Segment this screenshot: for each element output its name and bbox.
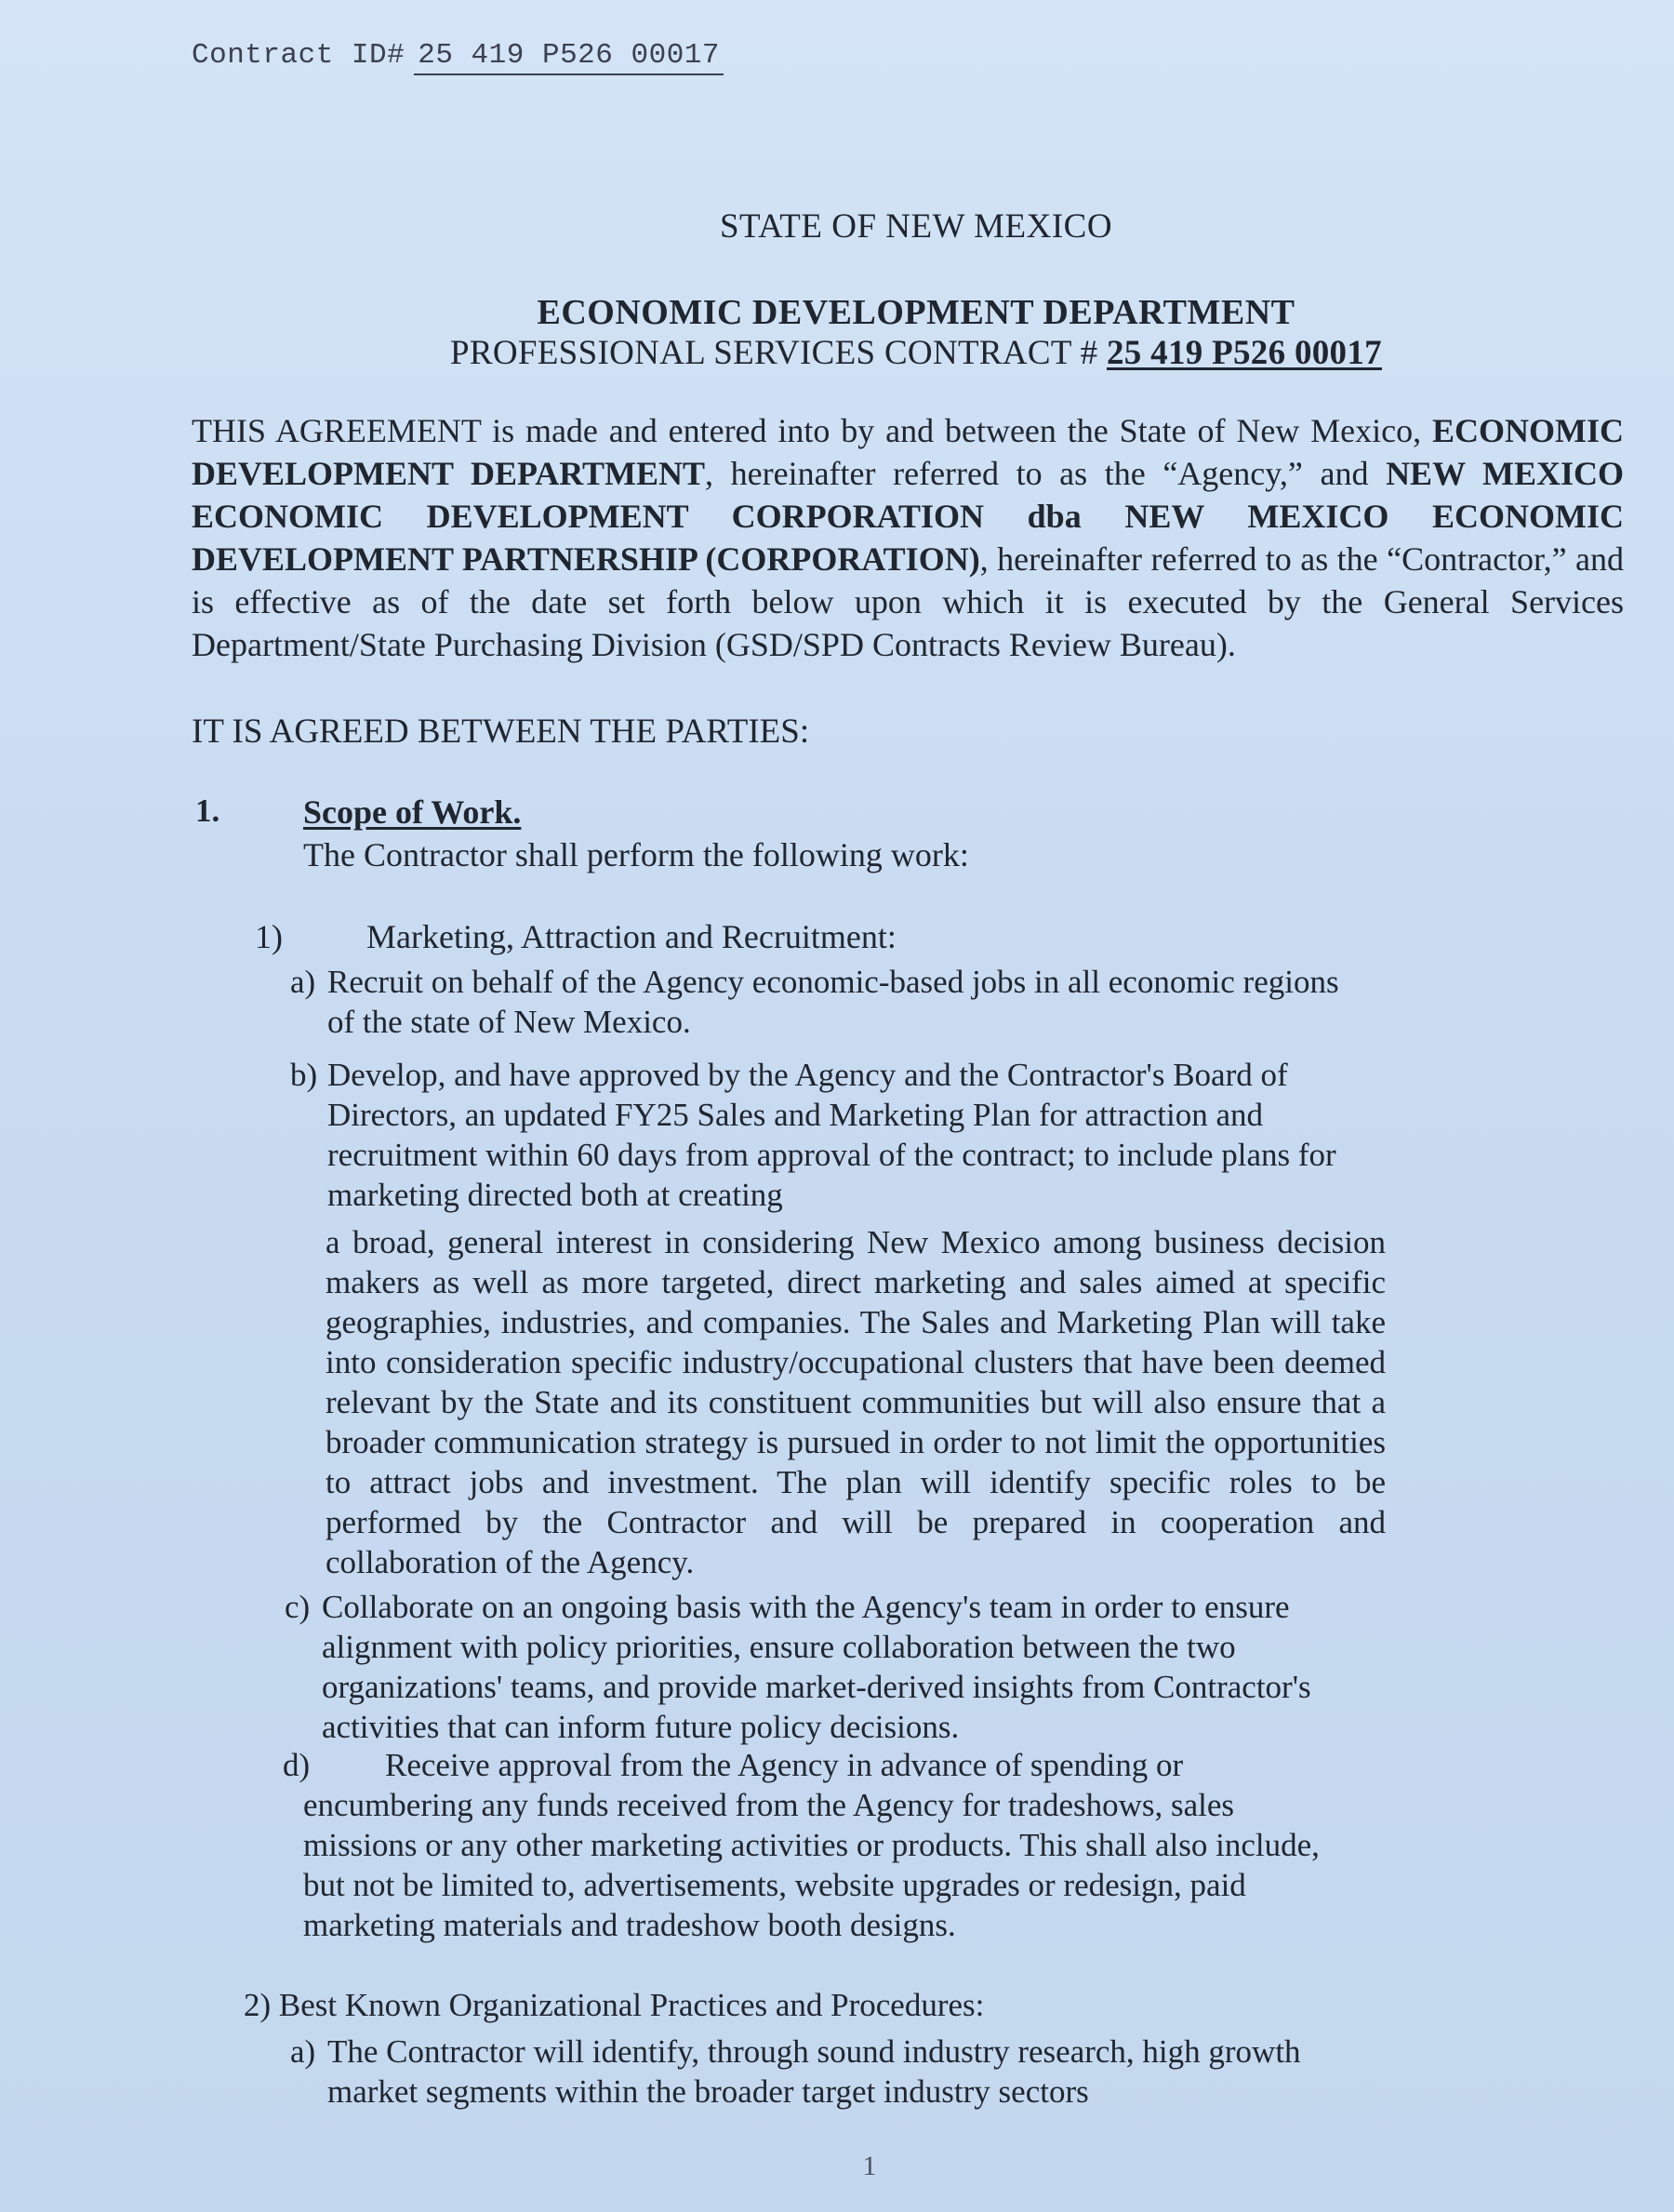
contract-id-header xyxy=(192,39,724,75)
intro-paragraph xyxy=(192,409,1624,666)
department-title: ECONOMIC DEVELOPMENT DEPARTMENT xyxy=(537,293,1295,332)
contract-title xyxy=(0,333,1674,373)
item-1b-label: b) xyxy=(290,1057,318,1093)
item-1b-continued: a broad, general interest in considering New Mexico among business decision makers as well as more targeted, direct marketing and sales aimed at specific geographies, industries, and companies. The Sales and Marketing Plan will take into consideration specific industry/occupational clusters that have been deemed relevant by the State and its constituent communities but will also ensure that a broader communication strategy is pursued in order to not limit the opportunities to attract jobs and investment. The plan will identify specific roles to be performed by the Contractor and will be prepared in cooperation and collaboration of the Agency. xyxy=(326,1224,1386,1580)
contract-id-label: Contract ID# xyxy=(192,39,405,72)
section-intro: The Contractor shall perform the following work: xyxy=(303,836,969,873)
item-1b-text-1: Develop, and have approved by the Agency and the Contractor's Board of Directors, an updated FY25 Sales and Marketing Plan for attraction and recruitment within 60 days from approval of the contract; to include plans for marketing directed both at creating xyxy=(327,1057,1336,1213)
intro-text-2: , hereinafter referred to as the “Agency,” and xyxy=(705,455,1369,492)
item-2a-text: The Contractor will identify, through sound industry research, high growth market segments within the broader target industry sectors xyxy=(327,2033,1301,2110)
intro-text-1: THIS AGREEMENT is made and entered into by and between the State of New Mexico, xyxy=(192,412,1422,449)
contract-title-number: 25 419 P526 00017 xyxy=(1107,334,1382,372)
item-1d-text-first: Receive approval from the Agency in advance of spending or xyxy=(385,1747,1184,1783)
item-1d-label: d) xyxy=(283,1747,311,1783)
section-number: 1. xyxy=(195,793,220,829)
agency-name: ECONOMIC DEVELOPMENT DEPARTMENT xyxy=(192,412,1625,492)
page-number: 1 xyxy=(862,2151,877,2181)
item-1-number: 1) xyxy=(255,918,283,955)
item-1-heading xyxy=(255,917,897,956)
item-1a-label: a) xyxy=(290,964,316,1000)
item-1d-text-rest: encumbering any funds received from the Agency for tradeshows, sales missions or any other marketing activities or products. This shall also include, but not be limited to, advertisements, website upgrades or redesign, paid marketing materials and tradeshow booth designs. xyxy=(303,1787,1320,1943)
item-2-number: 2) xyxy=(244,1987,272,2023)
item-1c xyxy=(285,1587,1354,1747)
item-2-title: Best Known Organizational Practices and Procedures: xyxy=(278,1987,985,2023)
item-1c-label: c) xyxy=(285,1589,311,1625)
intro-text-3: , hereinafter referred to as the “Contractor,” and is effective as of the date set forth below upon which it is executed by the General Services Department/State Purchasing Division (GSD/SPD Contracts Review Bureau). xyxy=(192,540,1624,663)
agreed-heading: IT IS AGREED BETWEEN THE PARTIES: xyxy=(192,713,810,751)
section-title: Scope of Work. xyxy=(303,793,522,831)
item-1-title: Marketing, Attraction and Recruitment: xyxy=(366,918,897,955)
contractor-name: NEW MEXICO ECONOMIC DEVELOPMENT CORPORATION dba NEW MEXICO ECONOMIC DEVELOPMENT PARTNERSHIP (CORPORATION) xyxy=(192,455,1625,578)
contract-title-prefix: PROFESSIONAL SERVICES CONTRACT # xyxy=(450,334,1098,372)
state-title: STATE OF NEW MEXICO xyxy=(719,207,1113,246)
item-2-heading xyxy=(244,1987,984,2024)
item-1a-text: Recruit on behalf of the Agency economic-based jobs in all economic regions of the state of New Mexico. xyxy=(327,964,1339,1040)
item-2a xyxy=(290,2032,1304,2112)
item-1b xyxy=(290,1055,1397,1215)
item-1a xyxy=(290,962,1350,1042)
contract-id-value: 25 419 P526 00017 xyxy=(414,39,724,75)
item-1c-text: Collaborate on an ongoing basis with the Agency's team in order to ensure alignment with policy priorities, ensure collaboration between the two organizations' teams, and provide market-derived insights from Contractor's activities that can inform future policy decisions. xyxy=(322,1589,1311,1745)
item-2a-label: a) xyxy=(290,2033,316,2070)
item-1d xyxy=(283,1745,1326,1945)
